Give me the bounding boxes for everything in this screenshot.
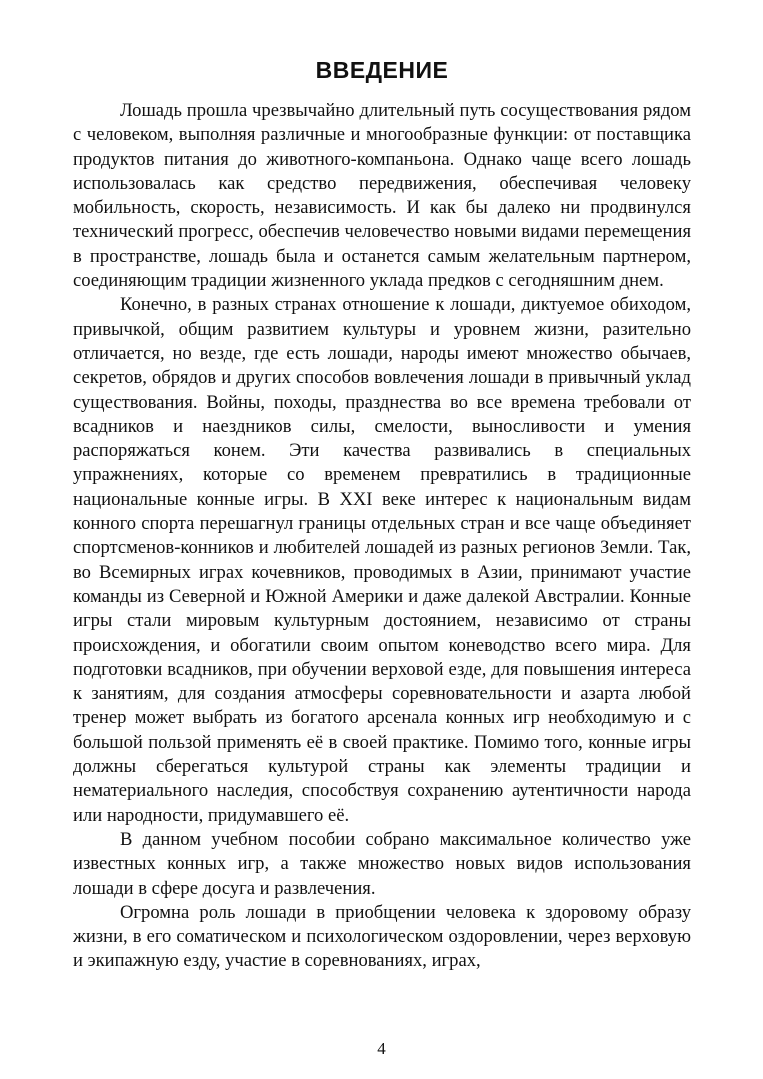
paragraph-3: В данном учебном пособии собрано максимальное количество уже известных конных игр, а также множество новых видов использования лошади в сфере досуга и развлечения. xyxy=(73,828,691,899)
page-number: 4 xyxy=(377,1039,386,1058)
paragraph-2: Конечно, в разных странах отношение к лошади, диктуемое обиходом, привычкой, общим развитием культуры и уровнем жизни, разительно отличается, но везде, где есть лошади, народы имеют множество обычаев, секретов, обрядов и других способов вовлечения лошади в привычный уклад существования. Войны, походы, празднества во все времена требовали от всадников и наездников силы, смелости, выносливости и умения распоряжаться конем. Эти качества развивались в специальных упражнениях, которые со временем превратились в традиционные национальные конные игры. В XXI веке интерес к национальным видам конного спорта перешагнул границы отдельных стран и все чаще объединяет спортсменов-конников и любителей лошадей из разных регионов Земли. Так, во Всемирных играх кочевников, проводимых в Азии, принимают участие команды из Северной и Южной Америки и даже далекой Австралии. Конные игры стали мировым культурным достоянием, независимо от страны происхождения, и обогатили своим опытом коневодство всего мира. Для подготовки всадников, при обучении верховой езде, для повышения интереса к занятиям, для создания атмосферы соревновательности и азарта любой тренер может выбрать из богатого арсенала конных игр необходимую и с большой пользой применять её в своей практике. Помимо того, конные игры должны сберегаться культурой страны как элементы традиции и нематериального наследия, способствуя сохранению аутентичности народа или народности, придумавшего её. xyxy=(73,294,691,826)
paragraph-1: Лошадь прошла чрезвычайно длительный путь сосуществования рядом с человеком, выполняя различные и многообразные функции: от поставщика продуктов питания до животного-компаньона. Однако чаще всего лошадь использовалась как средство передвижения, обеспечивая человеку мобильность, скорость, независимость. И как бы далеко ни продвинулся технический прогресс, обеспечив человечество новыми видами перемещения в пространстве, лошадь была и останется самым желательным партнером, соединяющим традиции жизненного уклада предков с сегодняшним днем. xyxy=(73,100,691,292)
page-title: ВВЕДЕНИЕ xyxy=(315,57,449,83)
paragraph-4: Огромна роль лошади в приобщении человека к здоровому образу жизни, в его соматическом и психологическом оздоровлении, через верховую и экипажную езду, участие в соревнованиях, играх, xyxy=(73,901,691,972)
document-page xyxy=(73,50,691,1050)
